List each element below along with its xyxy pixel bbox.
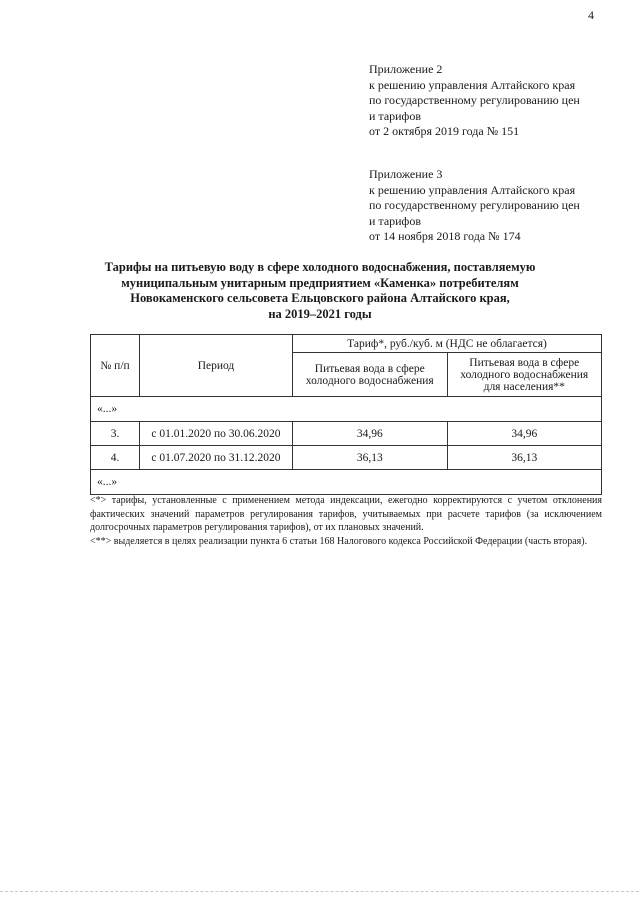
appendix-line: к решению управления Алтайского края xyxy=(369,77,576,92)
header-cold-water: Питьевая вода в сфере холодного водоснабжения xyxy=(293,353,448,397)
footnote: <*> тарифы, установленные с применением метода индексации, ежегодно корректируются с учетом отклонения фактических значений параметров регулирования тарифов, учитываемых при расчете тарифов (за исключением долгосрочных параметров регулирования тарифов), от их плановых значений. xyxy=(90,495,602,533)
appendix-line: от 14 ноября 2018 года № 174 xyxy=(369,229,521,243)
appendix-line: к решению управления Алтайского края xyxy=(369,182,576,197)
row-period: с 01.01.2020 по 30.06.2020 xyxy=(140,422,293,446)
appendix-2-block xyxy=(369,62,580,140)
table-ellipsis-row: «...» xyxy=(91,470,602,495)
row-period: с 01.07.2020 по 31.12.2020 xyxy=(140,446,293,470)
appendix-line: и тарифов xyxy=(369,213,422,228)
title-line: Новокаменского сельсовета Ельцовского района Алтайского края, xyxy=(130,291,510,305)
document-title xyxy=(100,260,540,322)
row-population-value: 36,13 xyxy=(447,446,602,470)
footnotes xyxy=(90,494,602,548)
page-number: 4 xyxy=(588,8,594,22)
table-row xyxy=(91,422,602,446)
header-period: Период xyxy=(140,335,293,397)
table-row xyxy=(91,446,602,470)
appendix-label: Приложение 3 xyxy=(369,167,443,181)
row-population-value: 34,96 xyxy=(447,422,602,446)
header-number: № п/п xyxy=(91,335,140,397)
appendix-label: Приложение 2 xyxy=(369,62,443,76)
appendix-line: по государственному регулированию цен xyxy=(369,93,580,107)
table-ellipsis-row: «...» xyxy=(91,397,602,422)
row-number: 3. xyxy=(91,422,140,446)
title-line: Тарифы на питьевую воду в сфере холодного водоснабжения, поставляемую xyxy=(104,260,536,274)
scan-edge-divider xyxy=(0,891,639,892)
row-number: 4. xyxy=(91,446,140,470)
row-cold-water-value: 34,96 xyxy=(293,422,448,446)
appendix-line: по государственному регулированию цен xyxy=(369,198,580,212)
title-line: муниципальным унитарным предприятием «Каменка» потребителям xyxy=(121,275,519,290)
appendix-line: и тарифов xyxy=(369,108,422,123)
header-tariff-group: Тариф*, руб./куб. м (НДС не облагается) xyxy=(293,335,602,353)
footnote: <**> выделяется в целях реализации пункта 6 статьи 168 Налогового кодекса Российской Федерации (часть вторая). xyxy=(90,535,588,547)
appendix-line: от 2 октября 2019 года № 151 xyxy=(369,124,520,138)
row-cold-water-value: 36,13 xyxy=(293,446,448,470)
header-population: Питьевая вода в сфере холодного водоснабжения для населения** xyxy=(447,353,602,397)
title-line: на 2019–2021 годы xyxy=(268,306,372,321)
tariff-table xyxy=(90,334,602,495)
appendix-3-block xyxy=(369,167,580,245)
